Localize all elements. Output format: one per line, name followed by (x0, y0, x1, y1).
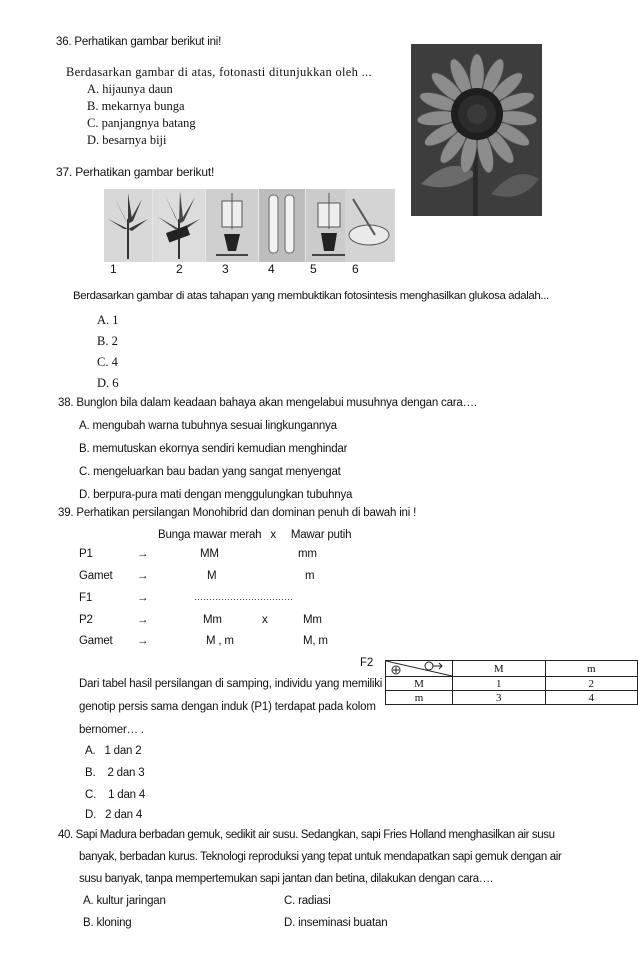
leaf-photo-2 (153, 189, 205, 262)
q40-option-c[interactable]: C. radiasi (284, 895, 331, 907)
q39-option-c[interactable]: C. 1 dan 4 (85, 789, 146, 801)
q39-option-d[interactable]: D. 2 dan 4 (85, 809, 143, 821)
q37-option-b[interactable]: B. 2 (97, 334, 118, 348)
cross-value-b: mm (298, 548, 317, 560)
strip-number-2: 2 (176, 262, 183, 276)
cross-row-label: P2 (79, 614, 93, 626)
cross-symbol: x (262, 614, 268, 626)
table-row-header: m (386, 691, 453, 705)
question-39-text-line-1: Dari tabel hasil persilangan di samping, individu yang memiliki (79, 678, 383, 690)
q39-option-a[interactable]: A. 1 dan 2 (85, 745, 142, 757)
cross-value-a: …………………………… (194, 592, 293, 602)
q36-option-d[interactable]: D. besarnya biji (87, 133, 167, 147)
photosynthesis-experiment-photos (104, 189, 370, 262)
q37-option-d[interactable]: D. 6 (97, 376, 119, 390)
q38-option-b[interactable]: B. memutuskan ekornya sendiri kemudian menghindar (79, 443, 348, 455)
cross-header: Bunga mawar merah x Mawar putih (158, 529, 352, 541)
table-row-header: M (386, 677, 453, 691)
question-40-line-3: susu banyak, tanpa mempertemukan sapi jantan dan betina, dilakukan dengan cara…. (79, 873, 493, 885)
table-header-m: m (545, 661, 637, 677)
q36-option-b[interactable]: B. mekarnya bunga (87, 99, 185, 113)
strip-number-3: 3 (222, 262, 229, 276)
q40-option-a[interactable]: A. kultur jaringan (83, 895, 166, 907)
table-cell-1: 1 (453, 677, 546, 691)
question-39-text-line-3: bernomer… . (79, 724, 144, 736)
cross-row-label: Gamet (79, 635, 113, 647)
table-cell-3: 3 (453, 691, 546, 705)
question-37-text: Berdasarkan gambar di atas tahapan yang membuktikan fotosintesis menghasilkan glukosa adalah... (73, 290, 549, 302)
q38-option-c[interactable]: C. mengeluarkan bau badan yang sangat menyengat (79, 466, 341, 478)
sunflower-photo (411, 44, 542, 216)
gender-symbols-cell (386, 661, 453, 677)
q40-option-d[interactable]: D. inseminasi buatan (284, 917, 388, 929)
q37-option-c[interactable]: C. 4 (97, 355, 118, 369)
question-36-text: Berdasarkan gambar di atas, fotonasti ditunjukkan oleh ... (66, 65, 372, 79)
question-36-title: 36. Perhatikan gambar berikut ini! (56, 36, 222, 48)
f2-label: F2 (360, 657, 374, 669)
question-40-line-2: banyak, berbadan kurus. Teknologi reproduksi yang tepat untuk mendapatkan sapi gemuk dengan air (79, 851, 562, 863)
q38-option-a[interactable]: A. mengubah warna tubuhnya sesuai lingkungannya (79, 420, 337, 432)
strip-number-5: 5 (310, 262, 317, 276)
arrow-icon: → (137, 592, 149, 604)
table-cell-4: 4 (545, 691, 637, 705)
cross-row-label: F1 (79, 592, 93, 604)
arrow-icon: → (137, 614, 149, 626)
gender-symbols-icon (386, 661, 452, 676)
question-40-line-1: 40. Sapi Madura berbadan gemuk, sedikit air susu. Sedangkan, sapi Fries Holland menghasilkan air susu (58, 829, 555, 841)
q40-option-b[interactable]: B. kloning (83, 917, 132, 929)
table-cell-2: 2 (545, 677, 637, 691)
question-39-title: 39. Perhatikan persilangan Monohibrid dan dominan penuh di bawah ini ! (58, 507, 417, 519)
q39-option-b[interactable]: B. 2 dan 3 (85, 767, 145, 779)
arrow-icon: → (137, 570, 149, 582)
cross-value-a: M , m (206, 635, 234, 647)
cross-row-label: Gamet (79, 570, 113, 582)
strip-number-6: 6 (352, 262, 359, 276)
cross-value-b: M, m (303, 635, 328, 647)
q38-option-d[interactable]: D. berpura-pura mati dengan menggulungkan tubuhnya (79, 489, 353, 501)
question-39-text-line-2: genotip persis sama dengan induk (P1) terdapat pada kolom (79, 701, 376, 713)
cross-value-a: M (207, 570, 217, 582)
table-header-M: M (453, 661, 546, 677)
arrow-icon: → (137, 635, 149, 647)
petri-dish-photo-6 (345, 189, 395, 262)
alcohol-heating-photo-3 (206, 189, 258, 262)
f2-punnett-table (385, 660, 638, 705)
cross-value-a: Mm (203, 614, 222, 626)
strip-number-4: 4 (268, 262, 275, 276)
cross-value-b: Mm (303, 614, 322, 626)
cross-value-b: m (305, 570, 315, 582)
q37-option-a[interactable]: A. 1 (97, 313, 119, 327)
cross-row-label: P1 (79, 548, 93, 560)
test-tubes-photo-4 (259, 189, 305, 262)
question-37-title: 37. Perhatikan gambar berikut! (56, 165, 215, 179)
cross-value-a: MM (200, 548, 219, 560)
q36-option-c[interactable]: C. panjangnya batang (87, 116, 196, 130)
leaf-photo-1 (104, 189, 152, 262)
q36-option-a[interactable]: A. hijaunya daun (87, 82, 173, 96)
strip-number-1: 1 (110, 262, 117, 276)
arrow-icon: → (137, 548, 149, 560)
question-38-title: 38. Bunglon bila dalam keadaan bahaya akan mengelabui musuhnya dengan cara…. (58, 397, 477, 409)
